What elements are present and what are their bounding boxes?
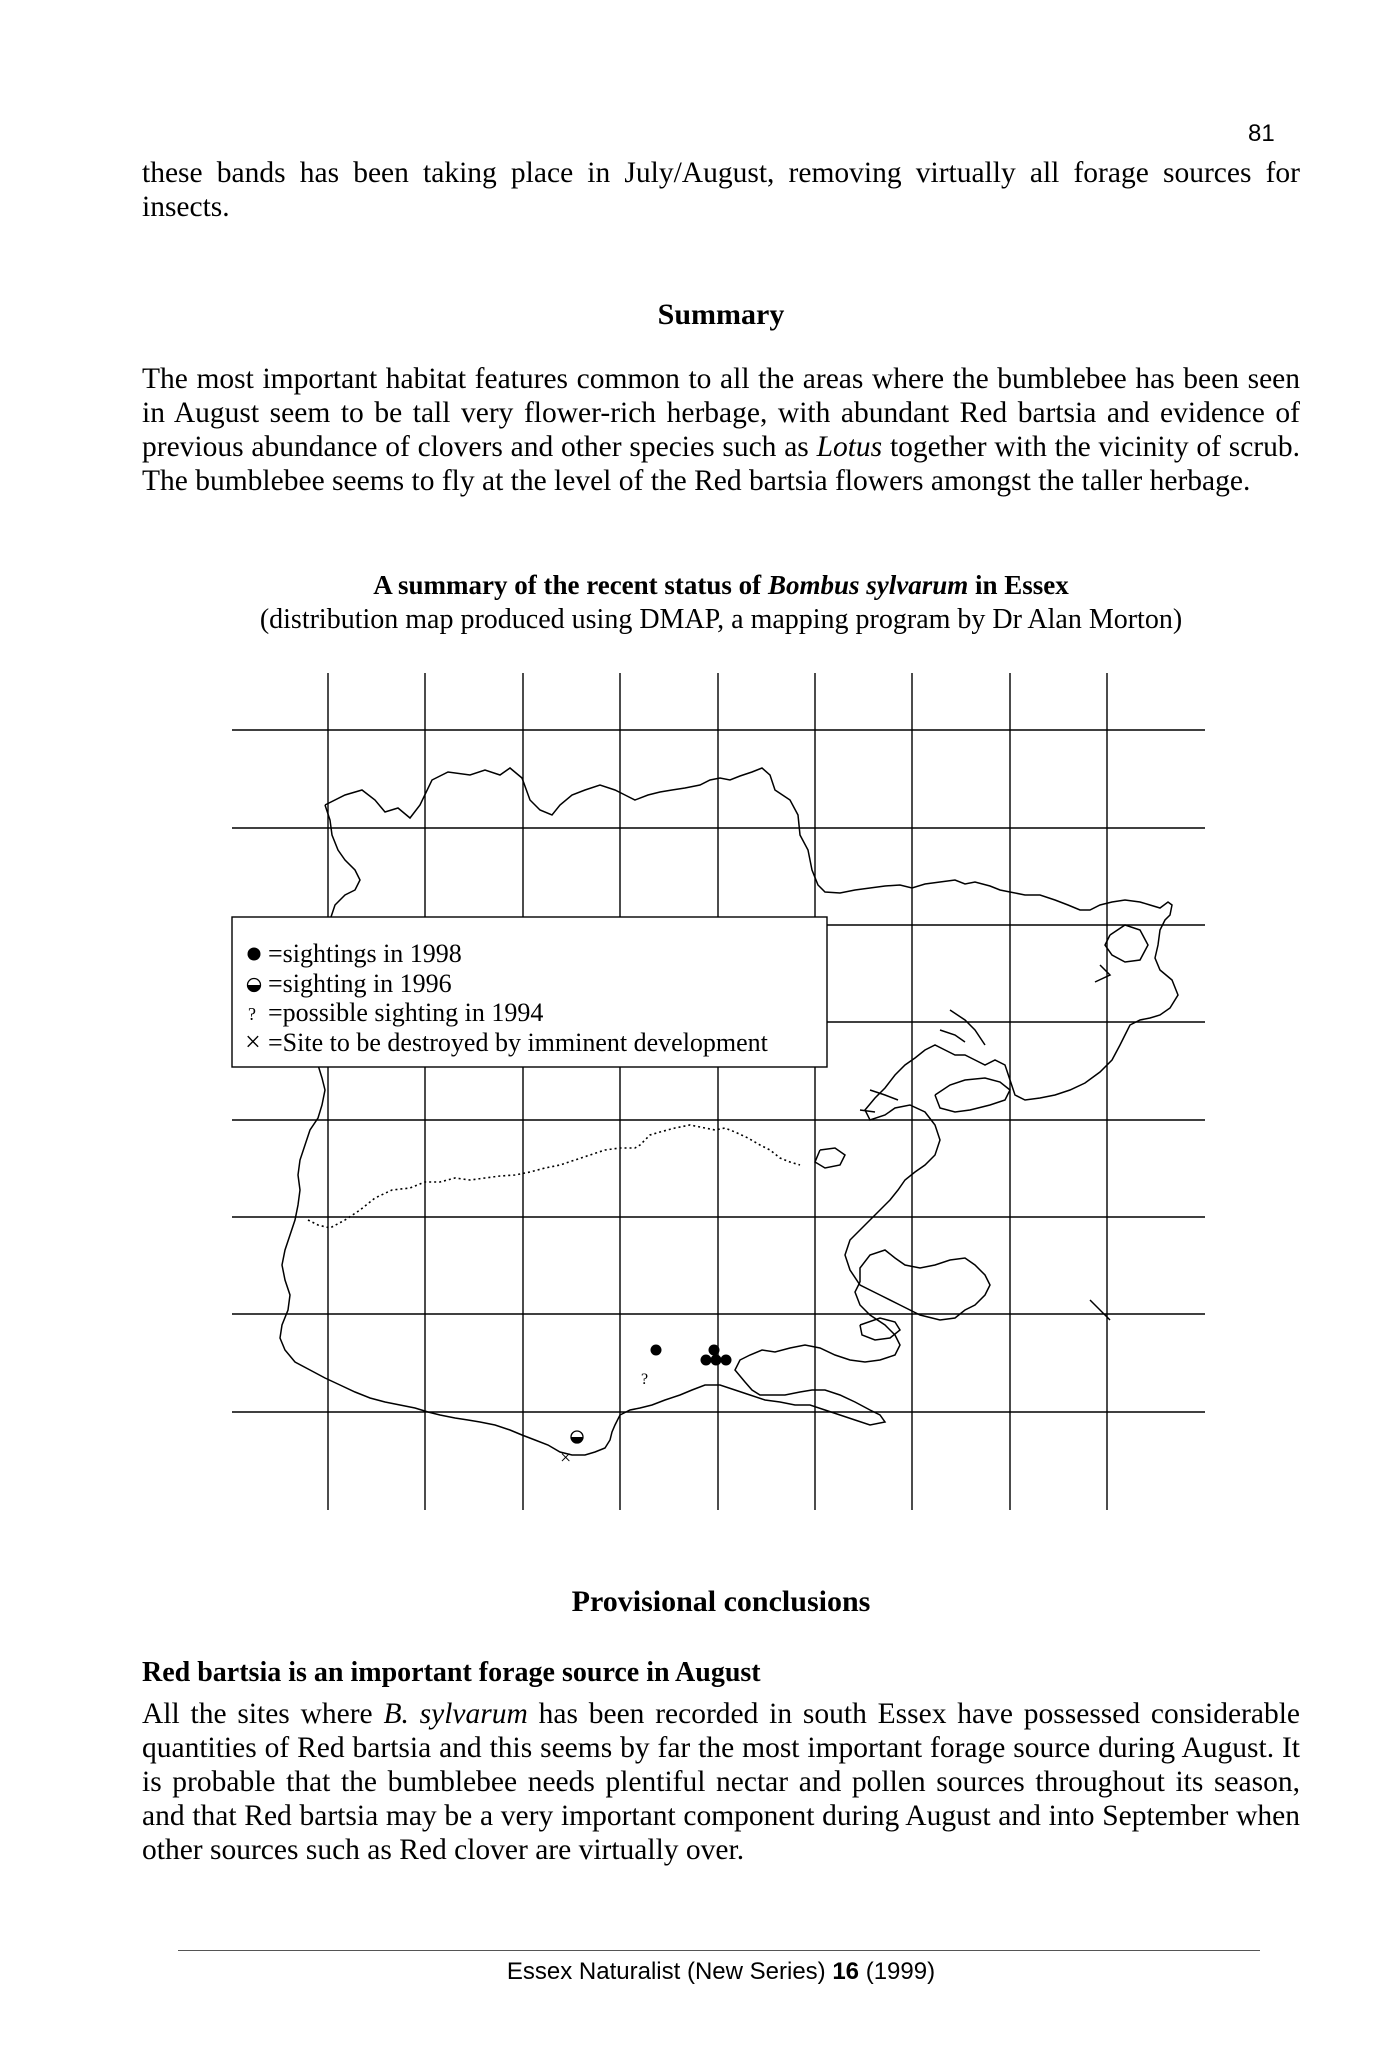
legend-label-1994: =possible sighting in 1994 bbox=[268, 998, 544, 1027]
sighting-1996-point bbox=[571, 1431, 583, 1443]
figure-title-1: A summary of the recent status of bbox=[373, 570, 768, 600]
development-site-point: × bbox=[560, 1447, 572, 1469]
sighting-1998-point bbox=[709, 1345, 720, 1356]
figure-title-2: in Essex bbox=[968, 570, 1069, 600]
summary-text-1: The most important habitat features common to all the areas where the bumblebee has been seen in August seem to be tall very flower-rich herbage, with abundant Red bartsia and evidence of previous abundance of clovers and other species such as bbox=[142, 363, 1300, 463]
conclusions-italic: B. sylvarum bbox=[383, 1698, 528, 1730]
conclusions-text-1: All the sites where bbox=[142, 1698, 384, 1730]
legend-label-1998: =sightings in 1998 bbox=[268, 939, 462, 968]
summary-heading: Summary bbox=[657, 298, 785, 331]
figure-subtitle: (distribution map produced using DMAP, a mapping program by Dr Alan Morton) bbox=[259, 604, 1183, 635]
figure-title-italic: Bombus sylvarum bbox=[767, 570, 969, 600]
page-number: 81 bbox=[1248, 120, 1275, 147]
intro-paragraph: these bands has been taking place in July/August, removing virtually all forage sources for insects. bbox=[142, 157, 1300, 223]
summary-text-2: together with the vicinity of scrub. The bumblebee seems to fly at the level of the Red bartsia flowers amongst the taller herbage. bbox=[142, 431, 1300, 497]
conclusions-text-2: has been recorded in south Essex have possessed considerable quantities of Red bartsia and this seems by far the most important forage source during August. It is probable that the bumblebee needs plentiful nectar and pollen sources throughout its season, and that Red bartsia may be a very important component during August and into September when other sources such as Red clover are virtually over. bbox=[142, 1698, 1300, 1866]
conclusions-subheading: Red bartsia is an important forage source in August bbox=[142, 1657, 761, 1688]
sighting-1998-point bbox=[701, 1355, 712, 1366]
legend-cross-icon: × bbox=[245, 1027, 261, 1058]
footer bbox=[142, 1958, 1300, 1986]
sighting-1998-point bbox=[711, 1355, 722, 1366]
sightings-1998 bbox=[651, 1345, 732, 1366]
sighting-1998-point bbox=[651, 1345, 662, 1356]
footer-year: (1999) bbox=[859, 1958, 936, 1985]
footer-volume: 16 bbox=[832, 1958, 860, 1985]
conclusions-heading: Provisional conclusions bbox=[571, 1585, 871, 1618]
footer-journal: Essex Naturalist (New Series) bbox=[506, 1958, 833, 1985]
river-boundary bbox=[308, 1125, 800, 1228]
sighting-1994-point: ? bbox=[641, 1371, 649, 1388]
legend-filled-circle-icon bbox=[248, 948, 261, 961]
conclusions-paragraph bbox=[142, 1697, 1300, 1867]
legend-label-development: =Site to be destroyed by imminent development bbox=[268, 1028, 768, 1057]
essex-outline bbox=[280, 768, 1178, 1455]
legend-question-icon: ? bbox=[248, 1004, 256, 1024]
summary-italic: Lotus bbox=[816, 431, 883, 463]
sighting-1998-point bbox=[721, 1355, 732, 1366]
legend-label-1996: =sighting in 1996 bbox=[268, 969, 452, 998]
legend-half-circle-icon bbox=[248, 979, 261, 992]
footer-rule bbox=[178, 1950, 1260, 1951]
